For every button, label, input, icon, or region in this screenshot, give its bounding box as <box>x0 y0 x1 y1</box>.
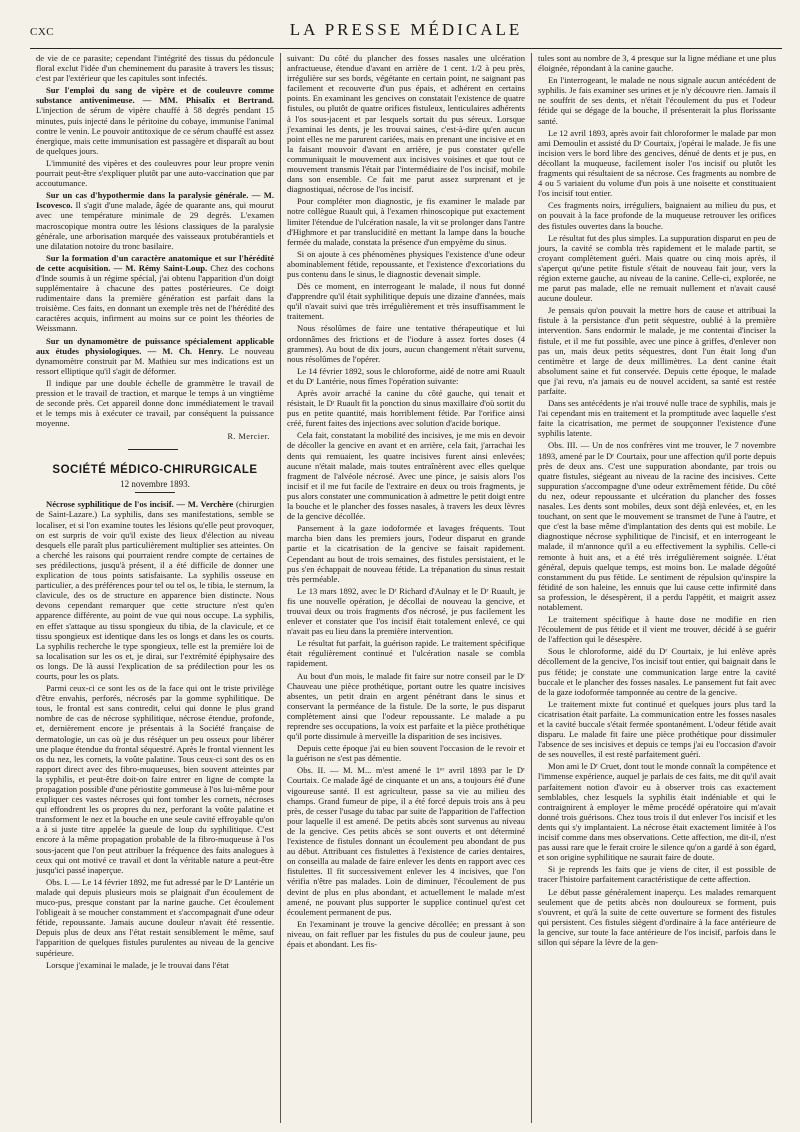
paragraph <box>287 919 525 949</box>
paragraph-text: En l'examinant je trouve la gencive décollée; en pressant à son niveau, on fait refluer par les fistules du pus de couleur jaune, peu épais et abondant. Les fis- <box>287 918 525 949</box>
paragraph <box>287 388 525 428</box>
paragraph-text: Nous résolûmes de faire une tentative thérapeutique et lui ordonnâmes des frictions et de l'iodure à assez fortes doses (4 grammes). Au bout de dix jours, aucun changement n'était survenu, nous résolûmes de l'opérer. <box>287 323 525 364</box>
paragraph-text: Le nouveau dynamomètre construit par M. Mathieu sur mes indications est un ressort elliptique qu'il s'agit de déformer. <box>36 345 274 376</box>
paragraph-heading: Nécrose syphilitique de l'os incisif. — M. Verchère <box>46 499 234 510</box>
paragraph-text: Cela fait, constatant la mobilité des incisives, je me mis en devoir de décoller la gencive en avant et en arrière, cela fait, j'arrachai les dents qui remuaient, les quatre incisives furent ainsi enlevées; aucune n'était malade, mais toutes entraînèrent avec elles quelque fragment de l'alvéole nécrosé. Avec une pince, je saisis alors l'os incisif et il me fut facile de l'extraire en deux ou trois fragments, je pus alors constater une communication à admettre le petit doigt entre la bouche et le plancher des fosses nasales, à travers les deux lèvres de la gencive décollée. <box>287 430 525 522</box>
paragraph <box>287 196 525 246</box>
paragraph <box>538 614 776 644</box>
paragraph <box>538 887 776 948</box>
paragraph-text: Au bout d'un mois, le malade fit faire sur notre conseil par le Dʳ Chauveau une pièce prothétique, portant outre les quatre incisives absentes, un petit drain en argent pénétrant dans le sinus et conservant la perméance de la fistule. De la sorte, le pus disparut complètement ainsi que l'odeur repoussante. Le malade a pu reprendre ses occupations, la voix est parfaite et la pièce prothétique qu'il porte dissimule à merveille la disparition de ses incisives. <box>287 670 525 742</box>
paragraph-text: En l'interrogeant, le malade ne nous signale aucun antécédent de syphilis. Je fais examiner ses urines et je n'y découvre rien. Jamais il ne souffrit de ses dents, et n'était l'écoulement du pus et l'odeur fétide qui se dégage de la bouche, il présenterait la plus florissante santé. <box>538 75 776 126</box>
paragraph-text: Le résultat fut des plus simples. La suppuration disparut en peu de jours, la cavité se combla très rapidement et le malade partit, se croyant complètement guéri. Mais quatre ou cinq mois après, il s'aperçut qu'une petite fistule s'était de nouveau fait jour, vers la région externe gauche, au niveau de la canine. Celle-ci, explorée, ne me parut pas malade, elle ne remuait nullement et n'avait causé aucune douleur. <box>538 232 776 304</box>
paragraph-text: Si je reprends les faits que je viens de citer, il est possible de tracer l'histoire parfaitement caractéristique de cette affection. <box>538 864 776 885</box>
paragraph-heading: Sur un cas d'hypothermie dans la paralysie générale. — M. Iscovesco. <box>36 190 274 211</box>
paragraph <box>36 53 274 83</box>
paragraph <box>36 158 274 188</box>
paragraph <box>538 646 776 696</box>
paragraph <box>287 281 525 321</box>
section-date: 12 novembre 1893. <box>36 479 274 493</box>
paragraph <box>538 864 776 884</box>
paragraph-text: Il indique par une double échelle de grammètre le travail de pression et le travail de traction, et marque le temps à un vingtième de seconde près. Cet appareil donne donc immédiatement le travail et le temps mis à exécuter ce travail, par conséquent la puissance moyenne. <box>36 377 274 429</box>
paragraph <box>538 699 776 760</box>
paragraph <box>287 743 525 763</box>
page-header <box>30 20 782 46</box>
paragraph-text: Le début passe généralement inaperçu. Les malades remarquent seulement que de petits abcès non douloureux se forment, puis s'ouvrent, et qu'à la suite de cette ouverture se forment des fistules qui persistent. Ces fistules siègent d'ordinaire à la face antérieure de la gencive, sur toute la face antérieure de l'os incisif, parfois dans le sillon qui sépare la lèvre de la gen- <box>538 886 776 947</box>
paragraph-text: Obs. I. — Le 14 février 1892, me fut adressé par le Dʳ Lantérie un malade qui depuis plusieurs mois se plaignait d'un écoulement de muco-pus, presque constant par la narine gauche. Cet écoulement l'obligeait à se moucher constamment et s'accompagnait d'une odeur fétide, repoussante. Jamais aucune douleur n'avait été ressentie. Depuis plus de deux ans l'état restait sensiblement le même, sauf l'apparition de quelques fistules purulentes au niveau de la gencive supérieure. <box>36 876 274 958</box>
paragraph-text: Je pensais qu'on pouvait la mettre hors de cause et attribuai la fistule à la persistance d'un petit séquestre, oublié à la première intervention. Sans endormir le malade, je me contentai d'inciser la fistule, et il me fut possible, avec une pince à griffes, d'enlever non pas un, mais deux petits séquestres, dont l'un était long d'un centimètre et large de deux millimètres. La dent canine était absolument saine et fut conservée. Depuis cette époque, le malade que j'ai revu, n'a jamais eu de nouvel accident, sa santé est restée parfaite. <box>538 305 776 396</box>
paragraph <box>538 398 776 438</box>
page-number: CXC <box>30 26 55 38</box>
paragraph <box>36 683 274 875</box>
paragraph <box>36 336 274 376</box>
paragraph-heading: Sur l'emploi du sang de vipère et de couleuvre comme substance antivenimeuse. — MM. Phisalix et Bertrand. <box>36 85 274 106</box>
paragraph <box>287 671 525 742</box>
paragraph-heading: Sur la formation d'un caractère anatomique et sur l'hérédité de cette acquisition. — M. Rémy Saint-Loup. <box>36 252 274 273</box>
paragraph-text: L'immunité des vipères et des couleuvres pour leur propre venin pourrait peut-être s'expliquer plutôt par une auto-vaccination que par accoutumance. <box>36 157 274 189</box>
paragraph-text: Obs. II. — M. M... m'est amené le 1ᵉʳ avril 1893 par le Dʳ Courtaix. Ce malade âgé de cinquante et un ans, a toujours été d'une vigoureuse santé. Il est agriculteur, passe sa vie au milieu des champs. Grand fumeur de pipe, il a été forcé depuis trois ans à peu près, de cesser l'usage du tabac par suite de l'apparition de l'affection pour laquelle il est amené. De petits abcès sont survenus au niveau de la gencive. Ces petits abcès se sont ouverts et ont déterminé l'existence de fistules donnant un écoulement peu abondant de pus au début. Attribuant ces fistulettes à l'existence de caries dentaires, on conseilla au malade de faire enlever les dents en rapport avec ces fistulettes. Il fit successivement enlever les 4 incisives, que l'on vérifia n'être pas malades. Loin de diminuer, l'écoulement de pus devint de plus en plus abondant, et actuellement le malade m'est amené, ne pouvant plus supporter le supplice continuel qu'est cet écoulement permanent de pus. <box>287 765 525 917</box>
paragraph <box>538 200 776 230</box>
paragraph-text: Après avoir arraché la canine du côté gauche, qui tenait et résistait, le Dʳ Ruault fit la ponction du sinus maxillaire d'où sortit du pus en petite quantité, mais horriblement fétide. Par l'orifice ainsi créé, furent faites des injections avec solution d'acide borique. <box>287 388 525 429</box>
paragraph <box>287 523 525 584</box>
paragraph-text: de vie de ce parasite; cependant l'intégrité des tissus du pédoncule floral exclut l'idée d'un cheminement du parasite à travers les tissus; c'est par l'extérieur que les capitules sont infectés. <box>36 53 274 84</box>
paragraph <box>36 85 274 156</box>
paragraph-text: L'injection de sérum de vipère chauffé à 58 degrés pendant 15 minutes, puis injecté dans le péritoine du cobaye, immunise l'animal contre le venin. Le pouvoir antitoxique de ce sérum chauffé est assez énergique, mais cette immunisation est passagère et disparaît au bout de quelques jours. <box>36 105 274 156</box>
text-columns <box>30 53 782 1123</box>
paragraph-text: Depuis cette époque j'ai eu bien souvent l'occasion de le revoir et la guérison ne s'est pas démentie. <box>287 743 525 764</box>
paragraph <box>36 190 274 251</box>
paragraph <box>287 586 525 636</box>
column-middle <box>280 53 531 1123</box>
paragraph <box>538 305 776 396</box>
paragraph-text: Ces fragments noirs, irréguliers, baignaient au milieu du pus, et on pouvait à la face profonde de la muqueuse retrouver les orifices des fistules ouvertes dans la bouche. <box>538 200 776 231</box>
header-rule <box>30 48 782 49</box>
paragraph-text: Le 13 mars 1892, avec le Dʳ Richard d'Aulnay et le Dʳ Ruault, je fis une nouvelle opération, je décollai de nouveau la gencive, et trouvai deux ou trois fragments d'os nécrosé, je pus facilement les enlever et constater que l'os incisif était totalement enlevé, ce qui n'avait pas eu lieu dans la première intervention. <box>287 585 525 637</box>
paragraph-text: Dans ses antécédents je n'ai trouvé nulle trace de syphilis, mais je l'ai cependant mis en traitement et la promptitude avec laquelle s'est faite la cicatrisation, me permet de soupçonner l'existence d'une syphilis latente. <box>538 398 776 439</box>
paragraph-text: Si on ajoute à ces phénomènes physiques l'existence d'une odeur abominablement fétide, repoussante, et l'existence d'excoriations du pus contenu dans le sinus, le diagnostic devenait simple. <box>287 248 525 279</box>
paragraph <box>538 53 776 73</box>
paragraph-text: Il s'agit d'une malade, âgée de quarante ans, qui mourut avec une température minimale de 29 degrés. L'examen macroscopique montra outre les lésions classiques de la paralysie générale, une arborisation marquée des vaisseaux protubérantiels et une dilatation notoire du tronc basilaire. <box>36 200 274 251</box>
paragraph-text: Le résultat fut parfait, la guérison rapide. Le traitement spécifique était régulièrement continué et l'ulcération nasale se combla rapidement. <box>287 638 525 669</box>
paragraph <box>36 877 274 958</box>
author-signature: R. Mercier. <box>36 432 270 450</box>
paragraph-text: Obs. III. — Un de nos confrères vint me trouver, le 7 novembre 1893, amené par le Dʳ Courtaix, pour une affection qu'il porte depuis près de deux ans. C'est une suppuration abondante, par trois ou quatre fistules, siégeant au niveau de la racine des incisives. Cette suppuration s'accompagne d'une odeur extrêmement fétide. Du côté du nez, odeur repoussante et ulcération du plancher des fosses nasales. Les dents sont mobiles, deux sont déjà enlevées, et, en les touchant, on sent que le mouvement se transmet de l'une à l'autre, et que c'est la base même d'implantation des dents qui est mobile. Le diagnostique nécrose syphilitique de l'incisif, et en interrogeant le malade, il m'annonce qu'il a eu effectivement la syphilis. Celle-ci remonte à huit ans, et a été très irrégulièrement soignée. L'état général, depuis quelque temps, est moins bon. Le malade dégoûté constamment du pus fétide. Le sentiment de répulsion qu'inspire la fétidité de son haleine, les ennuis que lui cause cette infirmité dans sa profession, le désespèrent, il a perdu l'appétit, et maigrit assez notablement. <box>538 440 776 612</box>
paragraph-text: (chirurgien de Saint-Lazare.) La syphilis, dans ses manifestations, semble se localiser, et si l'on examine toutes les lésions qu'elle peut provoquer, on est surpris de voir qu'il existe des lieux d'élection au niveau desquels elle paraît plus particulièrement multiplier ses atteintes. On a cherché les raisons qui pourraient rendre compte de certaines de ses prédilections, jusqu'à présent, il a été difficile de donner une explication de tous points satisfaisante. La syphilis osseuse en particulier, a des préférences pour tel ou tel os, le tibia, le sternum, la clavicule, des os de structure en apparence bien distincte. Nous devons cependant remarquer que cette structure n'est qu'en apparence différente, au point de vue qui nous occupe. La syphilis, en effet s'attaque au tissu spongieux du tibia, de la clavicule, et ce tissu spongieux est identique dans les os longs et dans les os courts. La syphilis recherche le type spongieux, telle est la première loi de sa localisation sur les os et, je dirai, sur l'extrémité épiphysaire des os longs. De là aussi l'explication de sa prédilection pour les os courts, pour les os plats. <box>36 499 274 681</box>
paragraph-text: suivant: Du côté du plancher des fosses nasales une ulcération anfractueuse, étendue d'avant en arrière de 1 cent. 1/2 à peu près, irrégulière sur ses bords, végétante en certain point, ne saignant pas facilement et recouverte d'un pus épais, et adhérent en certains points. En examinant les gencives on constatait l'existence de quatre fistules, ou plutôt de quatre orifices fistuleux, lenticulaires adhérents à l'os sous-jacent et par lesquels sortait du pus séreux. Lorsque j'examinai les dents, je les trouvai saines, c'est-à-dire qu'en aucun point elles ne me parurent cariées, mais en prenant une incisive et en la faisant mouvoir d'avant en arrière, je pus constater qu'elle communiquait le mouvement aux incisives voisines et que tout ce mouvement transmis l'était par l'intermédiaire de l'os incisif, mobile dans son ensemble. Ce fait me parut assez surprenant et je diagnostiquai, nécrose de l'os incisif. <box>287 53 525 195</box>
paragraph <box>287 765 525 916</box>
paragraph <box>36 499 274 681</box>
paragraph-text: Chez des cochons d'Inde soumis à un régime spécial, j'ai obtenu l'apparition d'un doigt supplémentaire à chacune des pattes postérieures. Ce doigt rudimentaire dans la première génération est parfait dans la troisième. Ces faits, en donnant un exemple très net de l'hérédité des caractères acquis, infirment au moins sur ce point les théories de Weissmann. <box>36 262 274 334</box>
paragraph-text: Le 12 avril 1893, après avoir fait chloroformer le malade par mon ami Demoulin et assisté du Dʳ Courtaix, j'opérai le malade. Je fis une incision vers le bord libre des gencives, dénué de dents et je pus, en décollant la muqueuse, facilement isoler l'os incisif ou plutôt les fragments qui résultaient de sa nécrose. Ces fragments au nombre de 4 ou 5 variaient du volume d'un pois à une noisette et constituaient l'os incisif tout entier. <box>538 127 776 199</box>
paragraph-text: Le traitement spécifique à haute dose ne modifie en rien l'écoulement de pus fétide et il vient me trouver, décidé à se guérir de l'affection qui le désespère. <box>538 614 776 645</box>
paragraph <box>36 378 274 428</box>
paragraph <box>538 440 776 612</box>
paragraph-text: Pour compléter mon diagnostic, je fis examiner le malade par notre collègue Ruault qui, à l'examen rhinoscopique put exactement limiter l'étendue de l'ulcération nasale, la vit se prolonger dans l'antre d'Highmore et par translucidité en mettant la lampe dans la bouche fermée du malade, constata la présence d'un empyème du sinus. <box>287 196 525 247</box>
paragraph <box>36 253 274 334</box>
column-left <box>30 53 280 1123</box>
paragraph-text: Lorsque j'examinai le malade, je le trouvai dans l'état <box>46 959 229 970</box>
paragraph <box>538 75 776 125</box>
paragraph-text: Sous le chloroforme, aidé du Dʳ Courtaix, je lui enlève après décollement de la gencive, l'os incisif tout entier, qui baignait dans le pus fétide; je constate une communication large entre la cavité buccale et le plancher des fosses nasales. Le pansement fut fait avec de la gaze iodoformée tamponnée au centre de la gencive. <box>538 646 776 697</box>
paragraph-text: Mon ami le Dʳ Cruet, dont tout le monde connaît la compétence et l'immense expérience, auquel je parlais de ces faits, me dit qu'il avait parfaitement notion d'avoir eu à observer trois cas exactement semblables, chez lesquels la syphilis était indéniable et qui le contraignirent à employer le même procédé opératoire qui m'avait donné trois guérisons. Chez tous trois il dut enlever l'os incisif et les dents qui s'y implantaient. La nécrose était exactement limitée à l'os incisif comme dans mes observations. Cette affection, me dit-il, n'est pas aussi rare que le ferait croire le silence qu'on a gardé à son égard, et son origine syphilitique ne saurait faire de doute. <box>538 761 776 863</box>
paragraph <box>36 960 274 970</box>
journal-title: LA PRESSE MÉDICALE <box>289 20 523 39</box>
paragraph-text: Le 14 février 1892, sous le chloroforme, aidé de notre ami Ruault et du Dʳ Lantérie, nous fîmes l'opération suivante: <box>287 365 525 386</box>
paragraph-text: Dès ce moment, en interrogeant le malade, il nous fut donné d'apprendre qu'il était syphilitique depuis une dizaine d'années, mais qu'il n'avait suivi que très irrégulièrement et très insuffisamment le traitement. <box>287 281 525 322</box>
paragraph <box>538 761 776 862</box>
column-right <box>531 53 782 1123</box>
paragraph <box>538 128 776 199</box>
section-title: SOCIÉTÉ MÉDICO-CHIRURGICALE <box>52 464 258 477</box>
paragraph-text: Le traitement mixte fut continué et quelques jours plus tard la cicatrisation était parfaite. La communication entre les fosses nasales et la cavité buccale s'était fermée spontanément. L'odeur fétide avait disparu. Le malade fit faire une pièce prothétique pour dissimuler l'absence de ses incisives et depuis ce temps j'ai eu l'occasion d'avoir de ses nouvelles, il est resté parfaitement guéri. <box>538 698 776 760</box>
paragraph <box>287 53 525 194</box>
paragraph <box>287 366 525 386</box>
paragraph-text: tules sont au nombre de 3, 4 presque sur la ligne médiane et une plus éloignée, répondant à la canine gauche. <box>538 53 776 74</box>
paragraph-text: Parmi ceux-ci ce sont les os de la face qui ont le triste privilège d'être envahis, perforés, nécrosés par la gomme syphilitique. De tous, le frontal est sans contredit, celui qui donne le plus grand nombre de cas de nécrose syphilitique, nécrose étendue, profonde, et, dernièrement encore je présentais à la Société française de dermatologie, un cas où je dus réséquer un peu osseux pour libérer une plaque étendue du frontal séquestré. Après le frontal viennent les os du nez, les cornets, la voûte palatine. Tous ceux-ci sont des os en rapport direct avec des fibro-muqueuses, bien souvent atteintes par la syphilis, et peut-être doit-on faire entrer en ligne de compte la propagation possible d'une périostite gommeuse à l'os lui-même pour expliquer ces vastes nécroses qui font tomber les cornets, nécroses qui effondrent les os propres du nez, perforant la voûte palatine et transforment le nez et la bouche en une seule cavité effroyable qu'on a à si juste titre appelée la gueule de loup du syphilitique. C'est encore à la même propagation probable de la fibro-muqueuse à l'os sous-jacent que l'on peut attribuer la fréquence des faits analogues à ceux qui ont motivé ce travail et dont la véritable nature a peut-être jusqu'ici passé inaperçue. <box>36 683 274 875</box>
paragraph <box>287 249 525 279</box>
paragraph-heading: Sur un dynamomètre de puissance spécialement applicable aux études physiologiques. — M. Ch. Henry. <box>36 335 274 356</box>
paragraph <box>287 638 525 668</box>
paragraph <box>538 233 776 304</box>
paragraph-text: Pansement à la gaze iodoformée et lavages fréquents. Tout marcha bien dans les premiers jours, l'odeur disparut en grande partie et la cicatrisation de la gencive se faisait rapidement. Cependant au bout de trois semaines, des fistules persistaient, et le pus s'en échappait de nouveau fétide. La trépanation du sinus restait très perméable. <box>287 523 525 584</box>
paragraph <box>287 430 525 521</box>
paragraph <box>287 323 525 363</box>
